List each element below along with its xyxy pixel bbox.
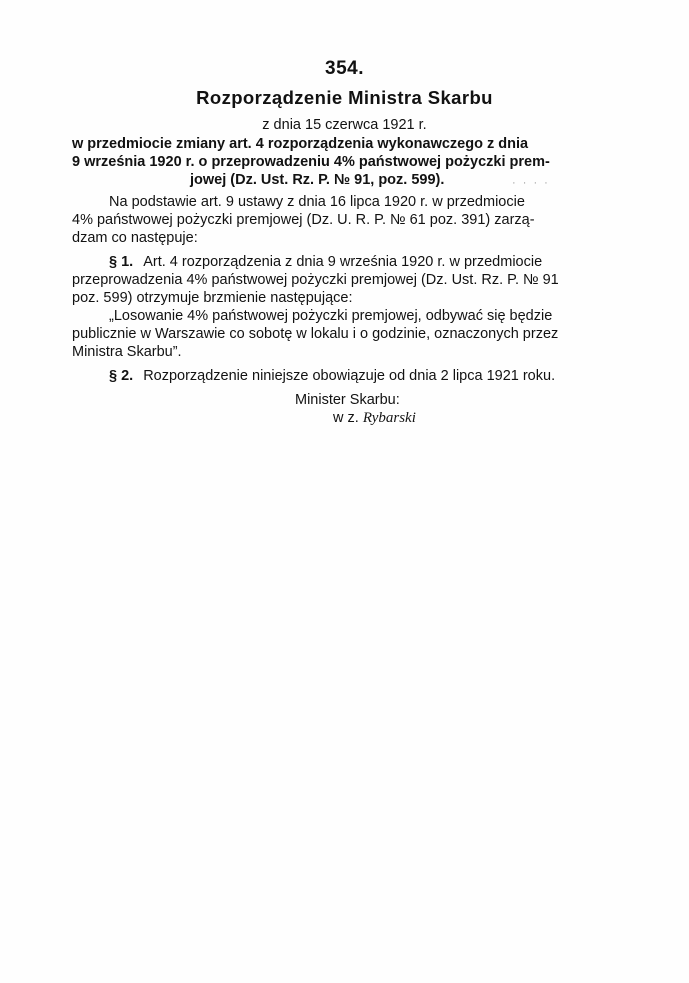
section-2-text: Rozporządzenie niniejsze obowiązuje od dnia 2 lipca 1921 roku.: [143, 368, 556, 384]
section-1-line-3: poz. 599) otrzymuje brzmienie następujące:: [72, 290, 353, 306]
document-date: z dnia 15 czerwca 1921 r.: [262, 117, 427, 133]
section-1-line-6: Ministra Skarbu”.: [72, 344, 182, 360]
subject-line-2: 9 września 1920 r. o przeprowadzeniu 4% państwowej pożyczki prem-: [72, 154, 550, 170]
signature-name: Rybarski: [362, 410, 416, 426]
preamble-line-1: Na podstawie art. 9 ustawy z dnia 16 lipca 1920 r. w przedmiocie: [109, 194, 525, 210]
document-number: 354.: [325, 58, 364, 79]
section-2-mark: § 2.: [109, 368, 134, 384]
signature-line: [333, 409, 416, 427]
bleed-through-marks: · · · ·: [512, 177, 550, 189]
section-1-line-2: przeprowadzenia 4% państwowej pożyczki premjowej (Dz. Ust. Rz. P. № 91: [72, 272, 559, 288]
section-1-line-4: „Losowanie 4% państwowej pożyczki premjowej, odbywać się będzie: [109, 308, 553, 324]
signature-prefix: w z.: [333, 410, 359, 426]
document-title: Rozporządzenie Ministra Skarbu: [196, 87, 493, 108]
section-1-line-5: publicznie w Warszawie co sobotę w lokalu i o godzinie, oznaczonych przez: [72, 326, 559, 342]
subject-line-1: w przedmiocie zmiany art. 4 rozporządzenia wykonawczego z dnia: [72, 136, 529, 152]
section-1-mark: § 1.: [109, 254, 134, 270]
section-1-first-line: [109, 253, 542, 271]
preamble-line-3: dzam co następuje:: [72, 230, 198, 246]
section-2-line: [109, 367, 555, 385]
section-1-line-1: Art. 4 rozporządzenia z dnia 9 września 1920 r. w przedmiocie: [143, 254, 543, 270]
preamble-line-2: 4% państwowej pożyczki premjowej (Dz. U. R. P. № 61 poz. 391) zarzą-: [72, 212, 535, 228]
signature-role: Minister Skarbu:: [295, 392, 400, 408]
subject-line-3: jowej (Dz. Ust. Rz. P. № 91, poz. 599).: [190, 172, 445, 188]
